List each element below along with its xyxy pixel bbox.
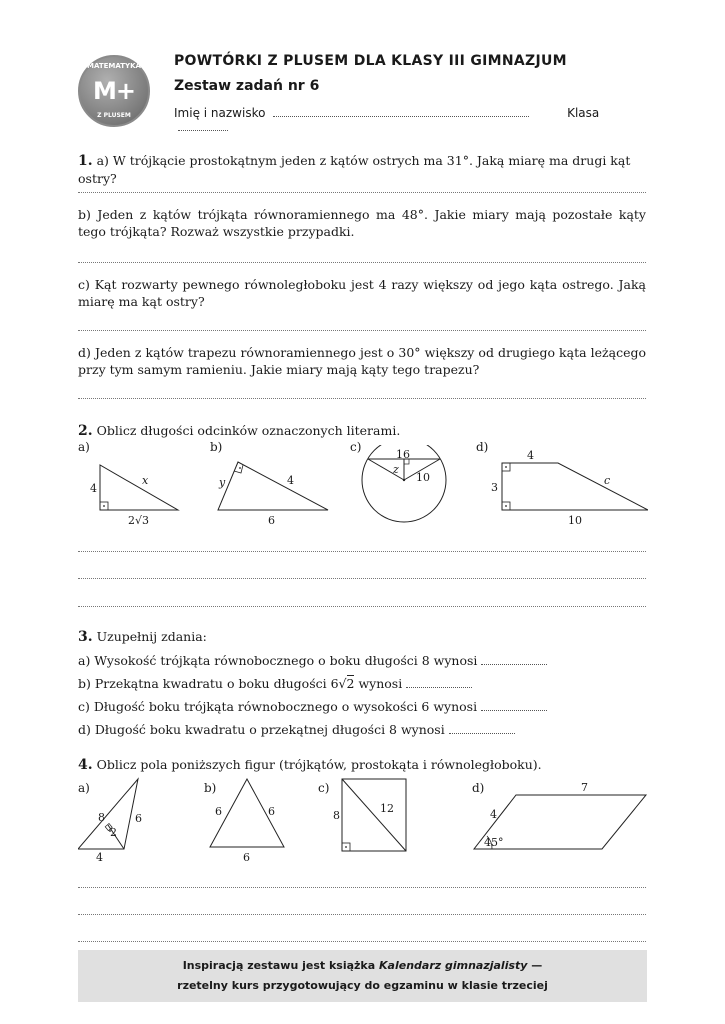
class-field[interactable]	[178, 120, 228, 131]
answer-line[interactable]	[78, 551, 646, 552]
fig4a-l1: 8	[98, 811, 105, 824]
fig-label-b: b)	[210, 440, 223, 454]
footer-pre: Inspiracją zestawu jest książka	[182, 959, 380, 972]
fig4-label-d: d)	[472, 781, 485, 795]
answer-line[interactable]	[78, 398, 646, 399]
name-label: Imię i nazwisko	[174, 106, 266, 120]
task3-c-text: c) Długość boku trójkąta równobocznego o wysokości 6 wynosi	[78, 699, 478, 714]
answer-line[interactable]	[78, 192, 646, 193]
logo-mark: M+	[93, 77, 135, 105]
task1-d: d) Jeden z kątów trapezu równoramiennego jest o 30° większy od drugiego kąta leżącego przy tym samym ramieniu. Jakie miary mają kąty tego trapezu?	[78, 345, 646, 377]
fig2d-top: 4	[527, 449, 534, 462]
answer-line[interactable]	[78, 262, 646, 263]
task3-b-rad: 2	[346, 676, 355, 691]
footer-box	[78, 950, 647, 1002]
answer-blank[interactable]	[449, 723, 515, 734]
task2-figures	[78, 445, 648, 535]
answer-line[interactable]	[78, 578, 646, 579]
task1-a	[78, 152, 646, 187]
task3-d-text: d) Długość boku kwadratu o przekątnej długości 8 wynosi	[78, 722, 445, 737]
fig4-label-c: c)	[318, 781, 330, 795]
fig2c-seg: z	[393, 463, 399, 476]
answer-blank[interactable]	[481, 654, 547, 665]
fig4a-l2: 6	[135, 812, 142, 825]
task3-c	[78, 698, 646, 715]
figure-2c-circle	[362, 445, 446, 522]
answer-line[interactable]	[78, 606, 646, 607]
task1-number: 1.	[78, 153, 93, 169]
fig4d-side: 4	[490, 808, 497, 821]
fig-label-c: c)	[350, 440, 362, 454]
task3-a-text: a) Wysokość trójkąta równobocznego o boku długości 8 wynosi	[78, 653, 478, 668]
fig4c-diag: 12	[380, 802, 394, 815]
task3-a	[78, 652, 646, 669]
answer-line[interactable]	[78, 941, 646, 942]
task4-number: 4.	[78, 757, 93, 773]
footer-post: —	[527, 959, 543, 972]
page-subtitle: Zestaw zadań nr 6	[174, 78, 320, 94]
fig2a-bottom: 2√3	[128, 514, 150, 527]
fig2d-bottom: 10	[568, 514, 582, 527]
figure-4b-triangle	[210, 779, 284, 864]
task2-number: 2.	[78, 423, 93, 439]
answer-blank[interactable]	[406, 677, 472, 688]
task1-b: b) Jeden z kątów trójkąta równoramiennego ma 48°. Jakie miary mają pozostałe kąty tego trójkąta? Rozważ wszystkie przypadki.	[78, 207, 646, 239]
fig2c-chord: 16	[396, 448, 410, 461]
fig-label-d: d)	[476, 440, 489, 454]
footer-line2: rzetelny kurs przygotowujący do egzaminu w klasie trzeciej	[177, 979, 548, 992]
fig2d-left: 3	[491, 481, 498, 494]
matematyka-z-plusem-logo	[78, 55, 150, 127]
fig2d-slant: c	[604, 474, 611, 487]
fig2a-side-left: 4	[90, 482, 97, 495]
fig4-label-a: a)	[78, 781, 90, 795]
answer-blank[interactable]	[481, 700, 547, 711]
fig4c-side: 8	[333, 809, 340, 822]
answer-line[interactable]	[78, 887, 646, 888]
task3-header	[78, 628, 646, 646]
fig4b-l: 6	[215, 805, 222, 818]
task2-text: Oblicz długości odcinków oznaczonych literami.	[96, 423, 401, 438]
task3-b-pre: b) Przekątna kwadratu o boku długości 6	[78, 676, 339, 691]
figure-4d-parallelogram	[474, 781, 646, 849]
figure-2d-trapezoid	[491, 449, 648, 527]
sqrt-sign: √	[338, 676, 347, 691]
fig2b-left: y	[219, 476, 226, 489]
answer-line[interactable]	[78, 330, 646, 331]
fig2b-right: 4	[287, 474, 294, 487]
page-title: POWTÓRKI Z PLUSEM DLA KLASY III GIMNAZJUM	[174, 53, 567, 69]
task3-d	[78, 721, 646, 738]
footer-book: Kalendarz gimnazjalisty	[379, 959, 528, 972]
task1-a-text: a) W trójkącie prostokątnym jeden z kątów ostrych ma 31°. Jaką miarę ma drugi kąt ostry?	[78, 153, 631, 186]
footer-line1	[78, 956, 647, 976]
task3-b-post: wynosi	[358, 676, 403, 691]
fig4a-h: 2	[110, 826, 117, 839]
name-row	[174, 106, 646, 134]
fig4d-top: 7	[581, 781, 588, 794]
logo-bottom-text: Z PLUSEM	[97, 112, 131, 119]
task3-text: Uzupełnij zdania:	[96, 629, 207, 644]
figure-2b-triangle	[218, 462, 328, 527]
task3-b	[78, 675, 646, 692]
fig-label-a: a)	[78, 440, 90, 454]
task2-header	[78, 422, 646, 440]
task3-number: 3.	[78, 629, 93, 645]
fig4a-b: 4	[96, 851, 103, 864]
figure-4a-triangle	[78, 779, 142, 864]
name-field[interactable]	[273, 106, 529, 117]
task4-figures	[78, 775, 648, 865]
task4-header	[78, 756, 646, 774]
fig2a-hyp: x	[142, 474, 149, 487]
fig4b-r: 6	[268, 805, 275, 818]
fig2b-bottom: 6	[268, 514, 275, 527]
fig2c-radius: 10	[416, 471, 430, 484]
figure-4c-rectangle	[333, 779, 406, 851]
logo-top-text: MATEMATYKA	[87, 62, 141, 70]
fig4-label-b: b)	[204, 781, 217, 795]
answer-line[interactable]	[78, 914, 646, 915]
class-label: Klasa	[567, 106, 600, 120]
fig4d-angle: 45°	[484, 836, 504, 849]
task4-text: Oblicz pola poniższych figur (trójkątów, prostokąta i równoległoboku).	[96, 757, 542, 772]
fig4b-b: 6	[243, 851, 250, 864]
figure-2a-triangle	[90, 465, 178, 527]
task1-c: c) Kąt rozwarty pewnego równoległoboku jest 4 razy większy od jego kąta ostrego. Jaką miarę ma kąt ostry?	[78, 277, 646, 309]
